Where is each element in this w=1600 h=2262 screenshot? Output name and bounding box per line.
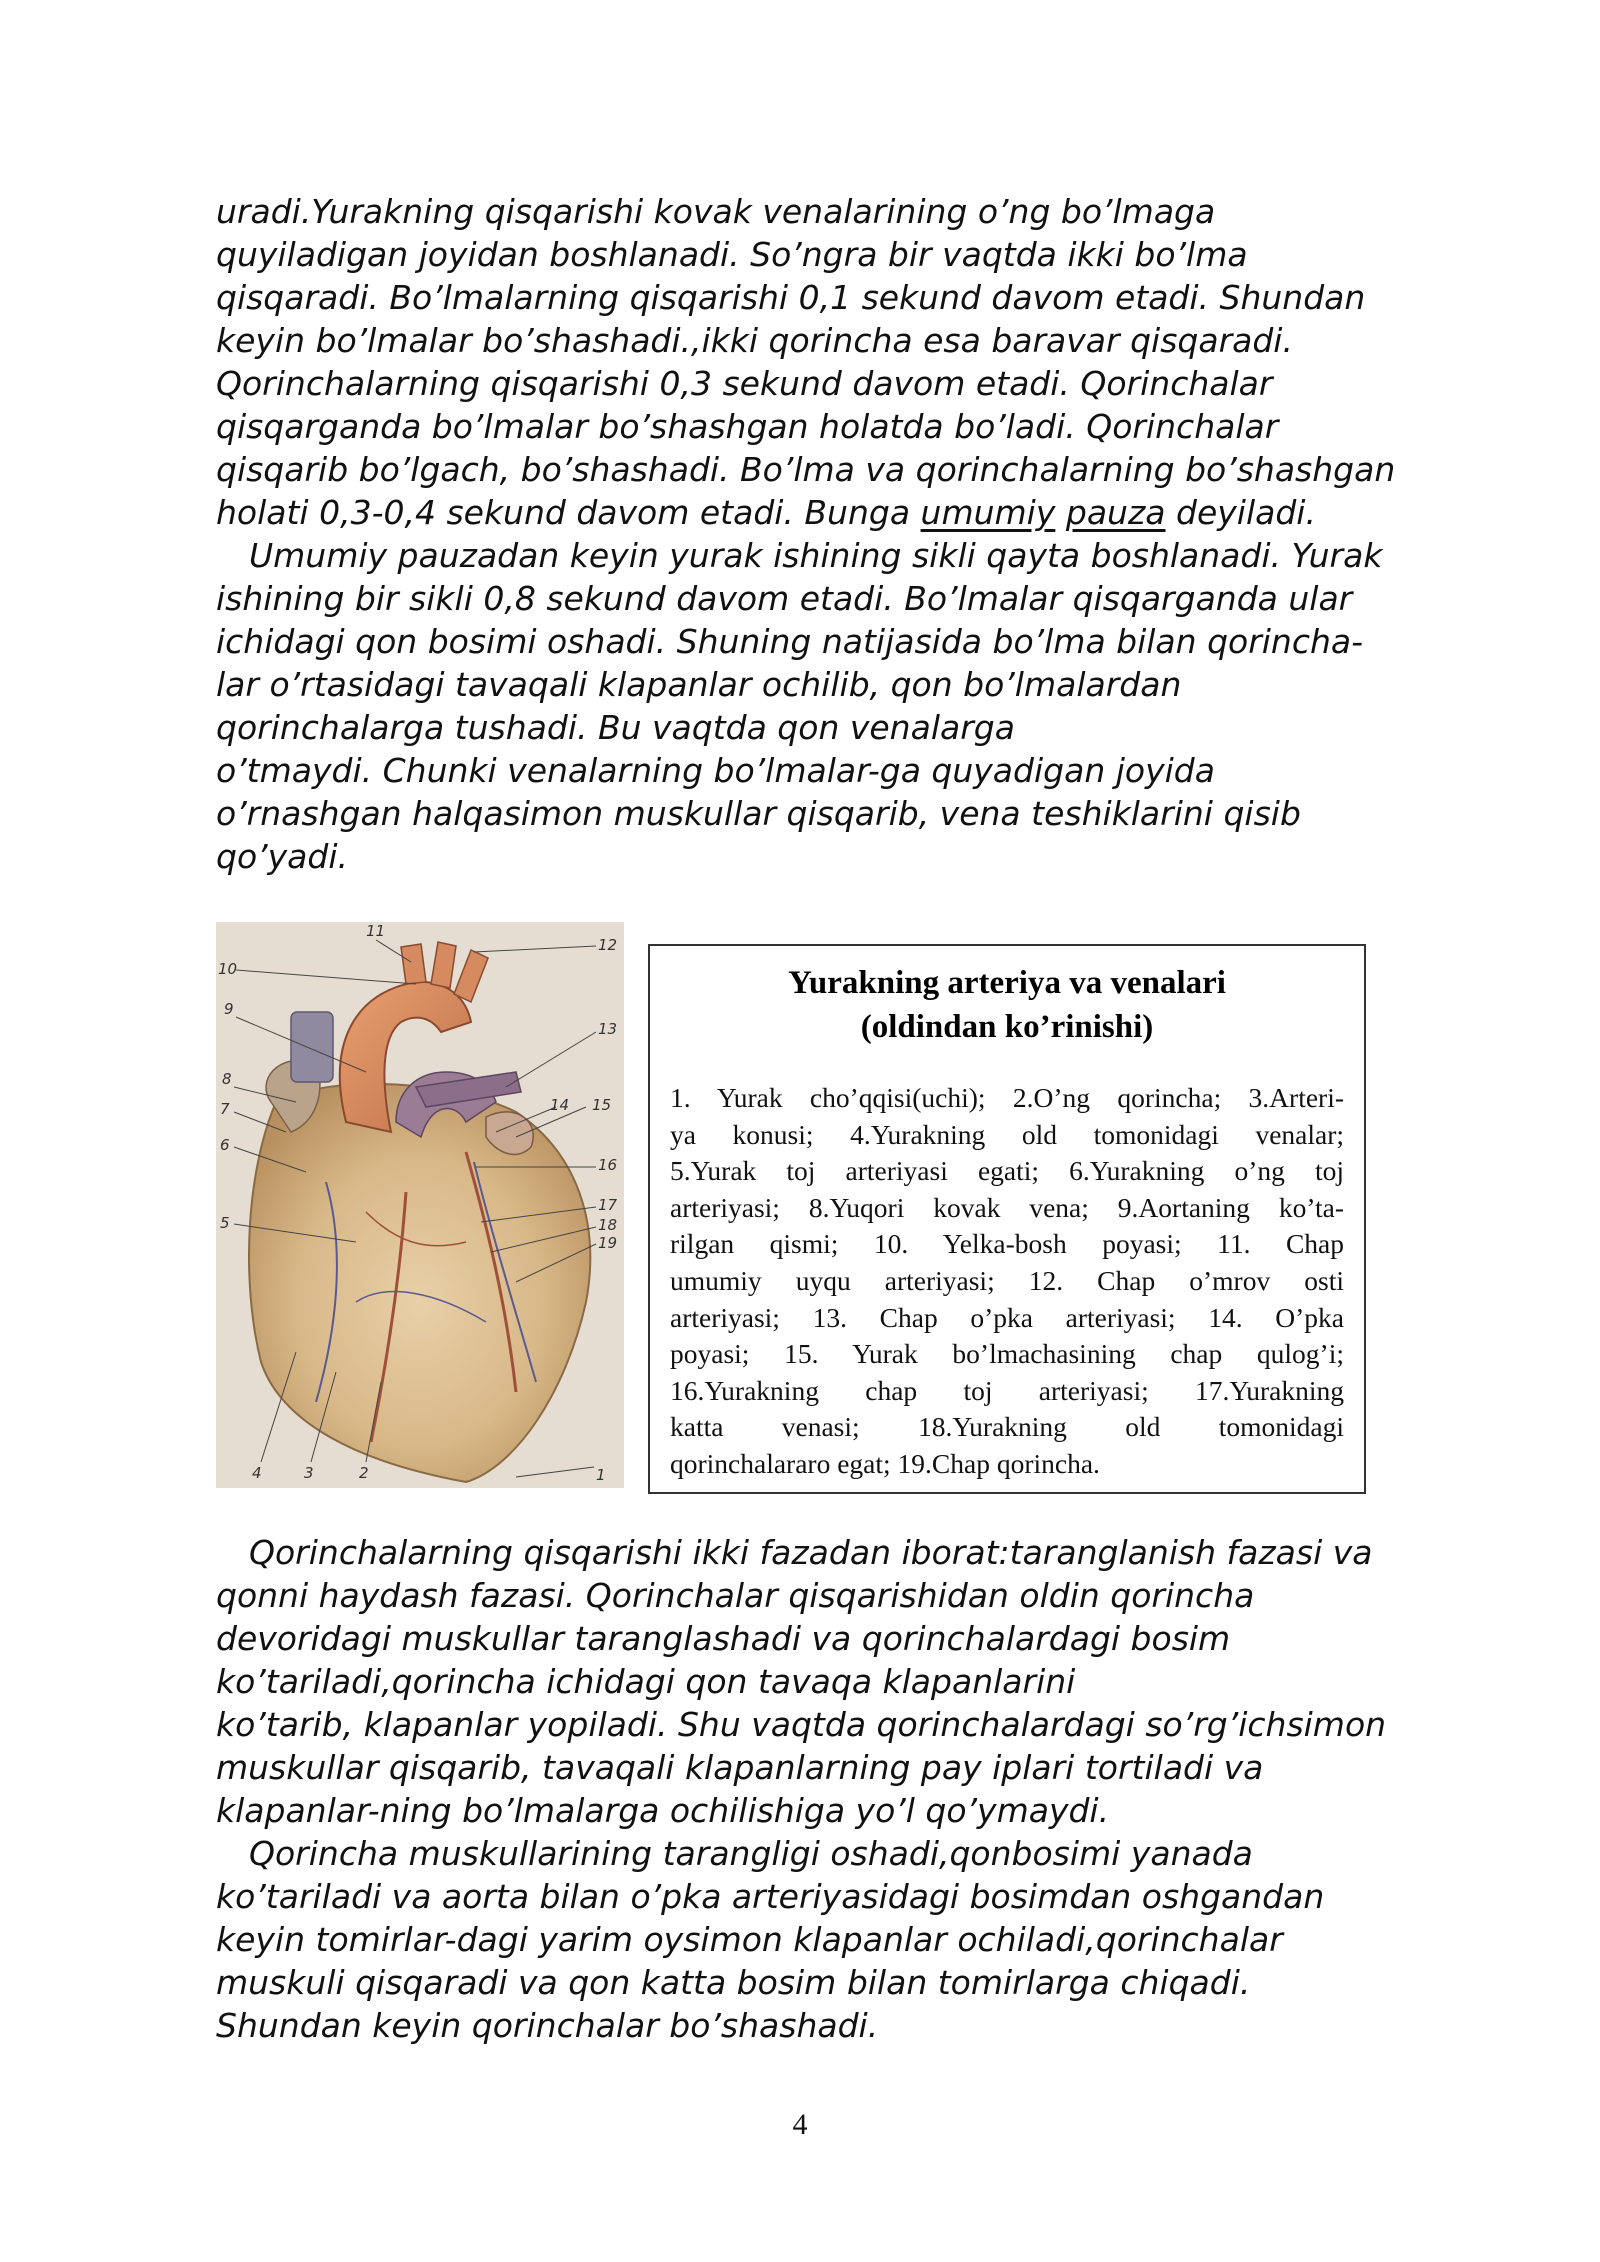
figure-label: 3 (304, 1464, 314, 1482)
underlined-term: pauza (1065, 493, 1166, 532)
underlined-term: umumiy (920, 493, 1056, 532)
text-span: deyiladi. (1165, 493, 1316, 532)
figure-label: 14 (550, 1096, 570, 1114)
figure-label: 8 (222, 1070, 232, 1088)
figure-label: 19 (598, 1234, 618, 1252)
text-span (1055, 493, 1066, 532)
figure-label: 5 (220, 1214, 230, 1232)
paragraph-bottom (216, 1531, 1406, 2047)
text-line: Umumiy pauzadan keyin yurak ishining sikli qayta boshlanadi. Yurak (249, 536, 1383, 575)
figure-label: 18 (598, 1216, 618, 1234)
caption-line: katta venasi; 18.Yurakning old tomonidagi (670, 1411, 1344, 1443)
text-line: muskullar qisqarib, tavaqali klapanlarning pay iplari tortiladi va (216, 1748, 1264, 1787)
text-line: keyin bo’lmalar bo’shashadi.,ikki qorincha esa baravar qisqaradi. (216, 321, 1293, 360)
text-line: devoridagi muskullar taranglashadi va qorinchalardagi bosim (216, 1619, 1231, 1658)
caption-title-line: Yurakning arteriya va venalari (788, 965, 1226, 1001)
text-line: ko’tariladi,qorincha ichidagi qon tavaqa klapanlarini (216, 1662, 1076, 1701)
page-number: 4 (792, 2108, 808, 2141)
caption-line: rilgan qismi; 10. Yelka-bosh poyasi; 11. Chap (670, 1228, 1344, 1260)
text-line (216, 491, 1406, 534)
text-span: holati 0,3-0,4 sekund davom etadi. Bunga (216, 493, 921, 532)
text-line: Qorinchalarning qisqarishi ikki fazadan iborat:taranglanish fazasi va (249, 1533, 1373, 1572)
text-line: Qorincha muskullarining tarangligi oshadi,qonbosimi yanada (249, 1834, 1253, 1873)
text-line: o’tmaydi. Chunki venalarning bo’lmalar-ga quyadigan joyida (216, 751, 1215, 790)
figure-label: 16 (598, 1156, 618, 1174)
text-line: ishining bir sikli 0,8 sekund davom etadi. Bo’lmalar qisqarganda ular (216, 579, 1353, 618)
text-line: qisqarganda bo’lmalar bo’shashgan holatda bo’ladi. Qorinchalar (216, 407, 1279, 446)
figure-label: 13 (598, 1020, 618, 1038)
caption-line: 1. Yurak cho’qqisi(uchi); 2.O’ng qorincha; 3.Arteri- (670, 1082, 1344, 1113)
text-line: uradi.Yurakning qisqarishi kovak venalarining o’ng bo’lmaga (216, 192, 1216, 231)
text-line: qisqarib bo’lgach, bo’shashadi. Bo’lma va qorinchalarning bo’shashgan (216, 450, 1396, 489)
text-line: qorinchalarga tushadi. Bu vaqtda qon venalarga (216, 708, 1015, 747)
text-line: ichidagi qon bosimi oshadi. Shuning natijasida bo’lma bilan qorincha- (216, 622, 1364, 661)
text-line: o’rnashgan halqasimon muskullar qisqarib, vena teshiklarini qisib (216, 794, 1301, 833)
figure-label: 12 (598, 936, 618, 954)
text-line: qisqaradi. Bo’lmalarning qisqarishi 0,1 sekund davom etadi. Shundan (216, 278, 1366, 317)
text-line: Shundan keyin qorinchalar bo’shashadi. (216, 2006, 879, 2045)
caption-line: ya konusi; 4.Yurakning old tomonidagi venalar; (670, 1118, 1344, 1150)
caption-line: umumiy uyqu arteriyasi; 12. Chap o’mrov osti (670, 1264, 1344, 1296)
text-line: Qorinchalarning qisqarishi 0,3 sekund davom etadi. Qorinchalar (216, 364, 1273, 403)
text-line: klapanlar-ning bo’lmalarga ochilishiga yo’l qo’ymaydi. (216, 1791, 1110, 1830)
text-line: lar o’rtasidagi tavaqali klapanlar ochilib, qon bo’lmalardan (216, 665, 1182, 704)
text-line: keyin tomirlar-dagi yarim oysimon klapanlar ochiladi,qorinchalar (216, 1920, 1283, 1959)
caption-line: poyasi; 15. Yurak bo’lmachasining chap qulog’i; (670, 1338, 1344, 1370)
caption-line: 16.Yurakning chap toj arteriyasi; 17.Yurakning (670, 1374, 1344, 1406)
brachiocephalic-trunk (401, 944, 426, 984)
figure-label: 2 (359, 1464, 369, 1482)
vena-cava (291, 1012, 333, 1082)
paragraph-top (216, 190, 1406, 878)
caption-line: arteriyasi; 13. Chap o’pka arteriyasi; 14. O’pka (670, 1301, 1344, 1333)
figure-label: 4 (252, 1464, 262, 1482)
text-line: qonni haydash fazasi. Qorinchalar qisqarishidan oldin qorincha (216, 1576, 1255, 1615)
figure-caption-box (648, 944, 1366, 1494)
figure-label: 7 (220, 1100, 230, 1118)
caption-subtitle-line: (oldindan ko’rinishi) (860, 1009, 1154, 1045)
heart-illustration (216, 922, 624, 1488)
caption-title (650, 961, 1364, 1049)
figure-label: 17 (598, 1196, 618, 1214)
text-line: quyiladigan joyidan boshlanadi. So’ngra bir vaqtda ikki bo’lma (216, 235, 1248, 274)
figure-label: 9 (224, 1000, 234, 1018)
figure-label: 11 (366, 922, 386, 940)
figure-label: 10 (218, 960, 238, 978)
caption-line: arteriyasi; 8.Yuqori kovak vena; 9.Aortaning ko’ta- (670, 1191, 1344, 1223)
text-line: muskuli qisqaradi va qon katta bosim bilan tomirlarga chiqadi. (216, 1963, 1251, 2002)
figure-label: 6 (220, 1136, 230, 1154)
caption-line: qorinchalararo egat; 19.Chap qorincha. (670, 1447, 1100, 1479)
figure-label: 1 (596, 1466, 606, 1484)
figure-label: 15 (592, 1096, 612, 1114)
heart-drawing (216, 922, 624, 1488)
caption-line: 5.Yurak toj arteriyasi egati; 6.Yurakning o’ng toj (670, 1155, 1344, 1187)
text-line: qo’yadi. (216, 837, 348, 876)
text-line: ko’tarib, klapanlar yopiladi. Shu vaqtda qorinchalardagi so’rg’ichsimon (216, 1705, 1387, 1744)
text-line: ko’tariladi va aorta bilan o’pka arteriyasidagi bosimdan oshgandan (216, 1877, 1325, 1916)
caption-body (670, 1080, 1344, 1483)
